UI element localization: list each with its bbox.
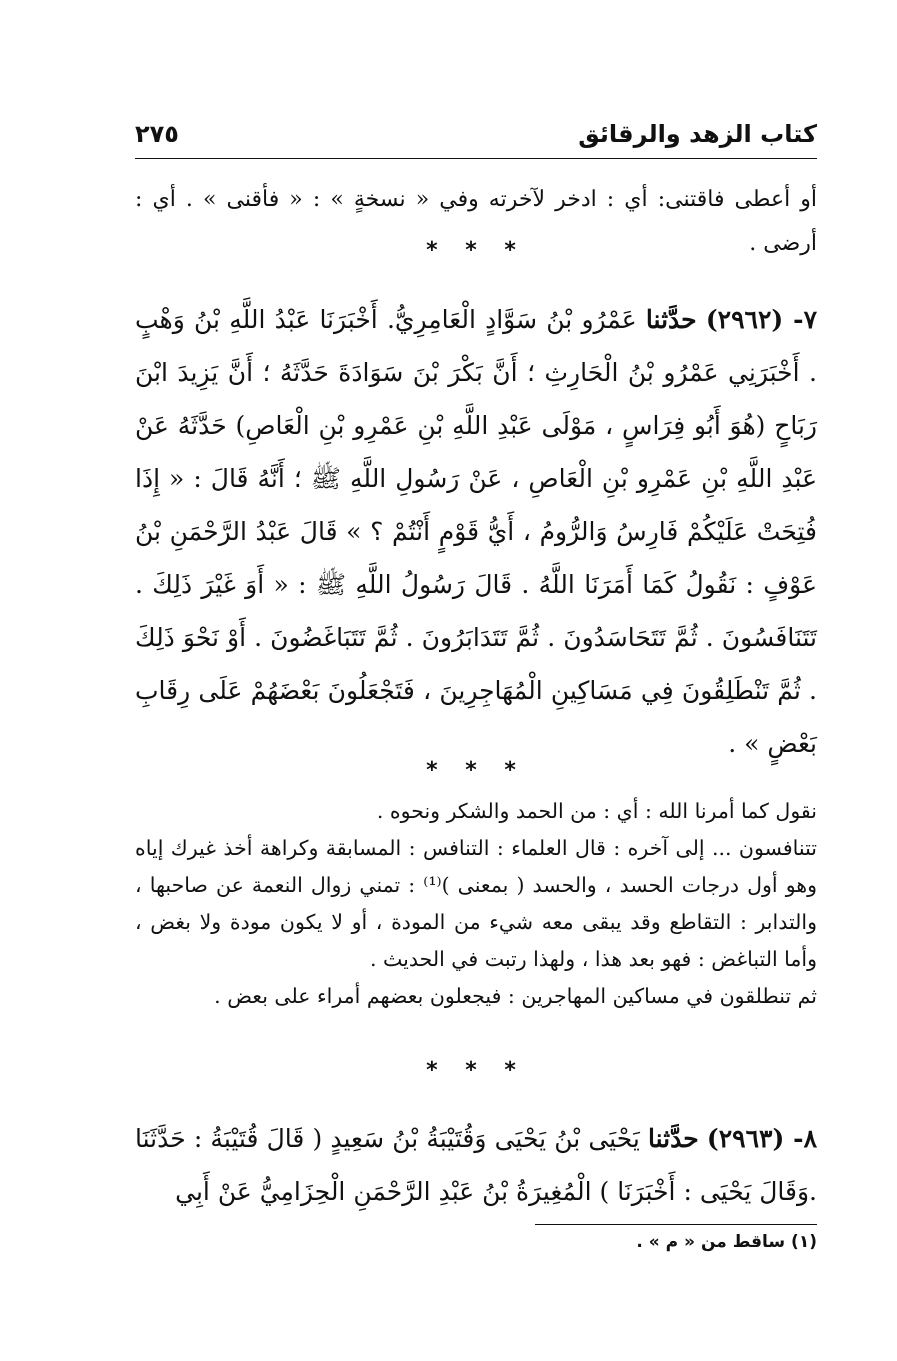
- commentary-paragraph: نقول كما أمرنا الله : أي : من الحمد والشكر ونحوه .: [376, 799, 817, 823]
- hadith-2963: [135, 1112, 817, 1218]
- hadith-lead: حدَّثنا: [648, 1124, 699, 1153]
- hadith-text: عَمْرُو بْنُ سَوَّادٍ الْعَامِرِيُّ. أَخْبَرَنَا عَبْدُ اللَّهِ بْنُ وَهْبٍ . أَخْبَرَنِي عَمْرُو بْنُ الْحَارِثِ ؛ أَنَّ بَكْرَ بْنَ سَوَادَةَ حَدَّثَهُ ؛ أَنَّ يَزِيدَ ابْنَ رَبَاحٍ (هُوَ أَبُو فِرَاسٍ ، مَوْلَى عَبْدِ اللَّهِ بْنِ عَمْرِو بْنِ الْعَاصِ) حَدَّثَهُ عَنْ عَبْدِ اللَّهِ بْنِ عَمْرِو بْنِ الْعَاصِ ، عَنْ رَسُولِ اللَّهِ ﷺ ؛ أَنَّهُ قَالَ : « إِذَا فُتِحَتْ عَلَيْكُمْ فَارِسُ وَالرُّومُ ، أَيُّ قَوْمٍ أَنْتُمْ ؟ » قَالَ عَبْدُ الرَّحْمَنِ بْنُ عَوْفٍ : نَقُولُ كَمَا أَمَرَنَا اللَّهُ . قَالَ رَسُولُ اللَّهِ ﷺ : « أَوَ غَيْرَ ذَلِكَ . تَتَنَافَسُونَ . ثُمَّ تَتَحَاسَدُونَ . ثُمَّ تَتَدَابَرُونَ . ثُمَّ تَتَبَاغَضُونَ . أَوْ نَحْوَ ذَلِكَ . ثُمَّ تَنْطَلِقُونَ فِي مَسَاكِينِ الْمُهَاجِرِينَ ، فَتَجْعَلُونَ بَعْضَهُمْ عَلَى رِقَابِ بَعْضٍ » .: [135, 305, 817, 758]
- commentary-paragraph: تتنافسون ... إلى آخره : قال العلماء : التنافس : المسابقة وكراهة أخذ غيرك إياه وهو أول درجات الحسد ، والحسد ( بمعنى )⁽¹⁾ : تمني زوال النعمة عن صاحبها ، والتدابر : التقاطع وقد يبقى معه شيء من المودة ، أو لا يكون مودة ولا بغض ، وأما التباغض : فهو بعد هذا ، ولهذا رتبت في الحديث .: [135, 836, 817, 971]
- page-header: [135, 118, 817, 159]
- commentary-paragraph: ثم تنطلقون في مساكين المهاجرين : فيجعلون بعضهم أمراء على بعض .: [214, 984, 817, 1008]
- section-separator: * * *: [426, 758, 526, 783]
- commentary: [135, 793, 817, 1015]
- intro-note: أو أعطى فاقتنى: أي : ادخر لآخرته وفي « نسخةٍ » : « فأقنى » . أي : أرضى .: [135, 187, 817, 256]
- section-separator: * * *: [426, 1058, 526, 1083]
- book-title: كتاب الزهد والرقائق: [578, 120, 817, 148]
- hadith-2962: [135, 293, 817, 770]
- hadith-lead: حدَّثنا: [645, 305, 697, 334]
- section-separator: * * *: [426, 238, 526, 263]
- hadith-text: يَحْيَى بْنُ يَحْيَى وَقُتَيْبَةُ بْنُ سَعِيدٍ ( قَالَ قُتَيْبَةُ : حَدَّثَنَا .وَقَالَ يَحْيَى : أَخْبَرَنَا ) الْمُغِيرَةُ بْنُ عَبْدِ الرَّحْمَنِ الْحِزَامِيُّ عَنْ أَبِي: [135, 1124, 817, 1206]
- hadith-number: ٨- (٢٩٦٣): [706, 1124, 817, 1153]
- footnote: (١) ساقط من « م » .: [636, 1232, 817, 1252]
- page-number: ٢٧٥: [135, 120, 179, 148]
- footnote-divider: [535, 1224, 817, 1225]
- hadith-number: ٧- (٢٩٦٢): [705, 305, 817, 334]
